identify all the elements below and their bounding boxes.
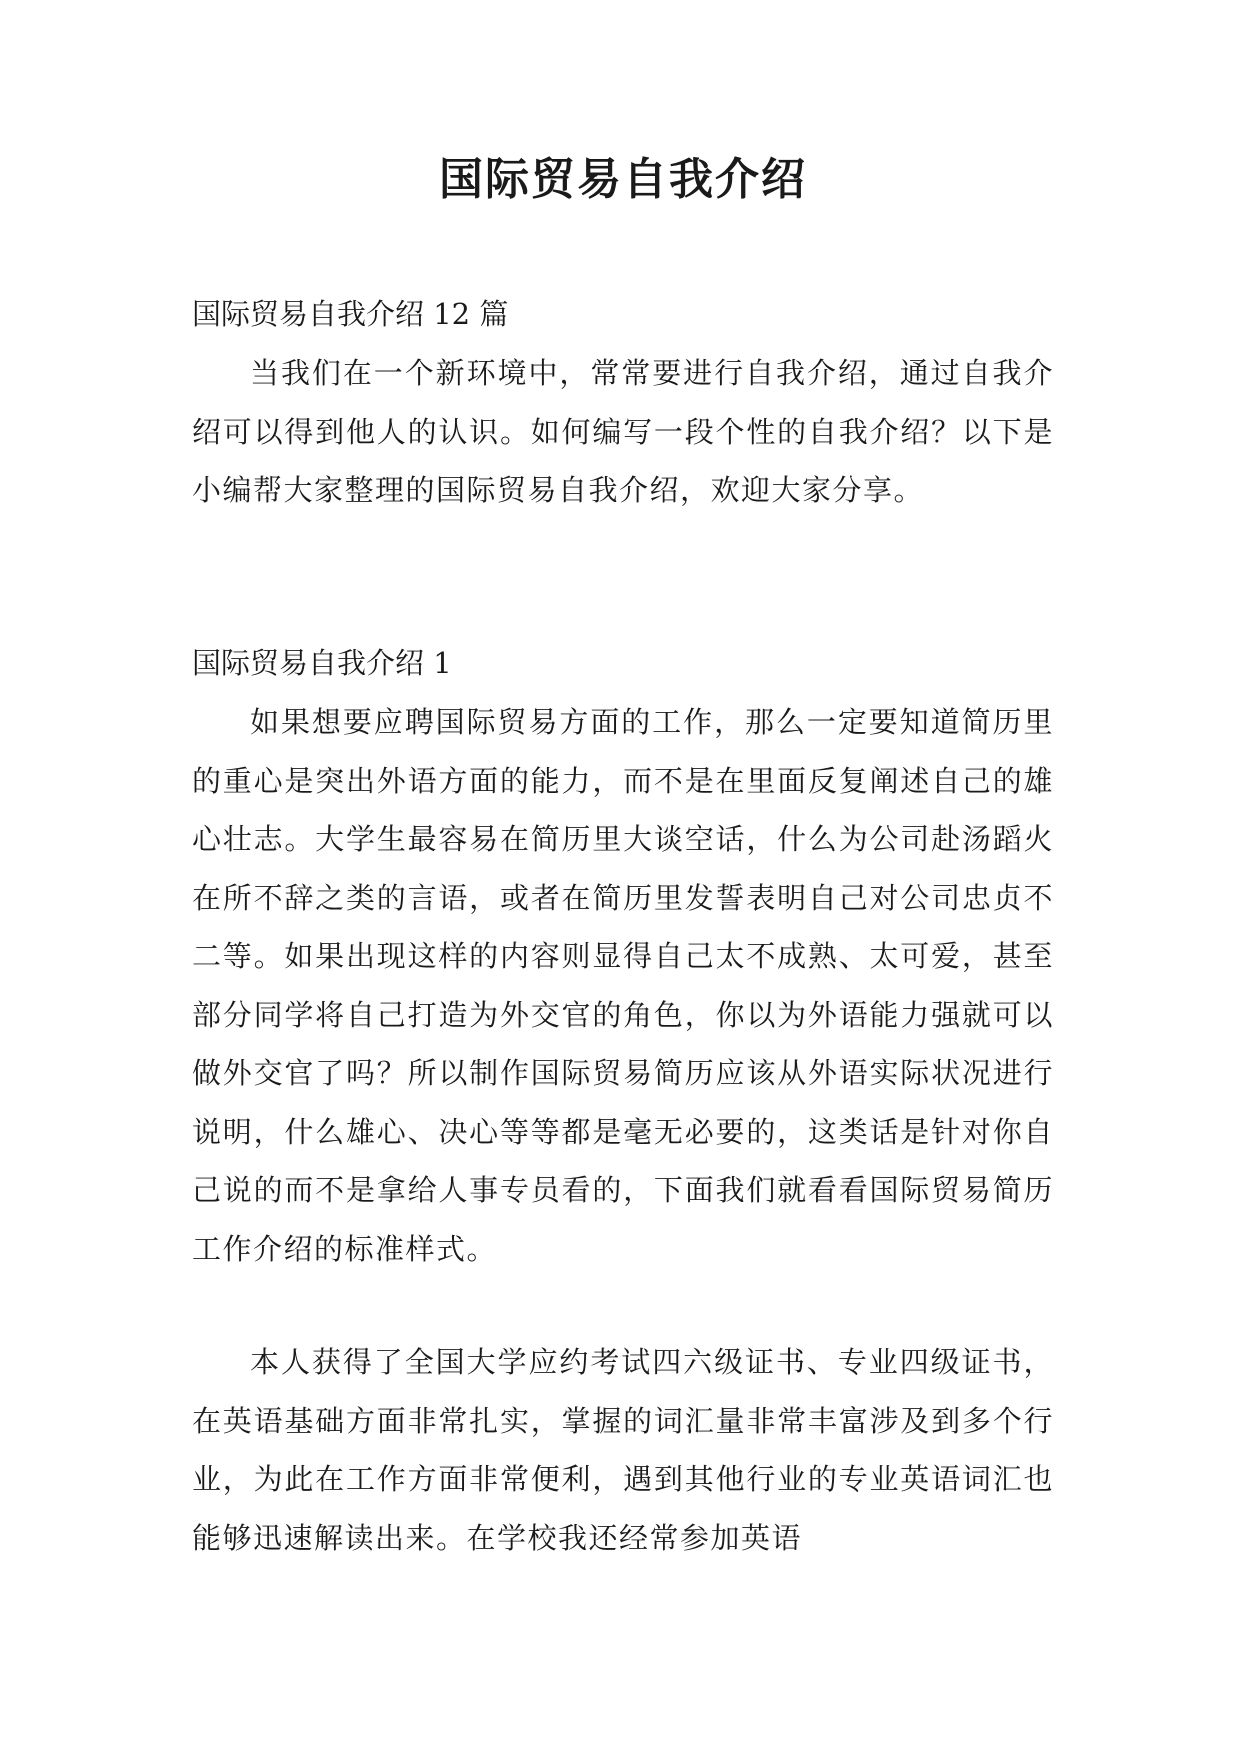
section-1-paragraph-2: 本人获得了全国大学应约考试四六级证书、专业四级证书，在英语基础方面非常扎实，掌握的词汇量非常丰富涉及到多个行业，为此在工作方面非常便利，遇到其他行业的专业英语词汇也能够迅速解读出来。在学校我还经常参加英语 <box>192 1345 1054 1555</box>
section-1-heading: 国际贸易自我介绍 1 <box>192 646 452 680</box>
document-page <box>192 0 1054 1754</box>
section-1-paragraph-1: 如果想要应聘国际贸易方面的工作，那么一定要知道简历里的重心是突出外语方面的能力，而不是在里面反复阐述自己的雄心壮志。大学生最容易在简历里大谈空话，什么为公司赴汤蹈火在所不辞之类的言语，或者在简历里发誓表明自己对公司忠贞不二等。如果出现这样的内容则显得自己太不成熟、太可爱，甚至部分同学将自己打造为外交官的角色，你以为外语能力强就可以做外交官了吗？所以制作国际贸易简历应该从外语实际状况进行说明，什么雄心、决心等等都是毫无必要的，这类话是针对你自己说的而不是拿给人事专员看的，下面我们就看看国际贸易简历工作介绍的标准样式。 <box>192 705 1054 1266</box>
intro-paragraph: 当我们在一个新环境中，常常要进行自我介绍，通过自我介绍可以得到他人的认识。如何编写一段个性的自我介绍？以下是小编帮大家整理的国际贸易自我介绍，欢迎大家分享。 <box>192 356 1054 507</box>
intro-heading: 国际贸易自我介绍 12 篇 <box>192 297 509 331</box>
document-title: 国际贸易自我介绍 <box>439 154 807 205</box>
